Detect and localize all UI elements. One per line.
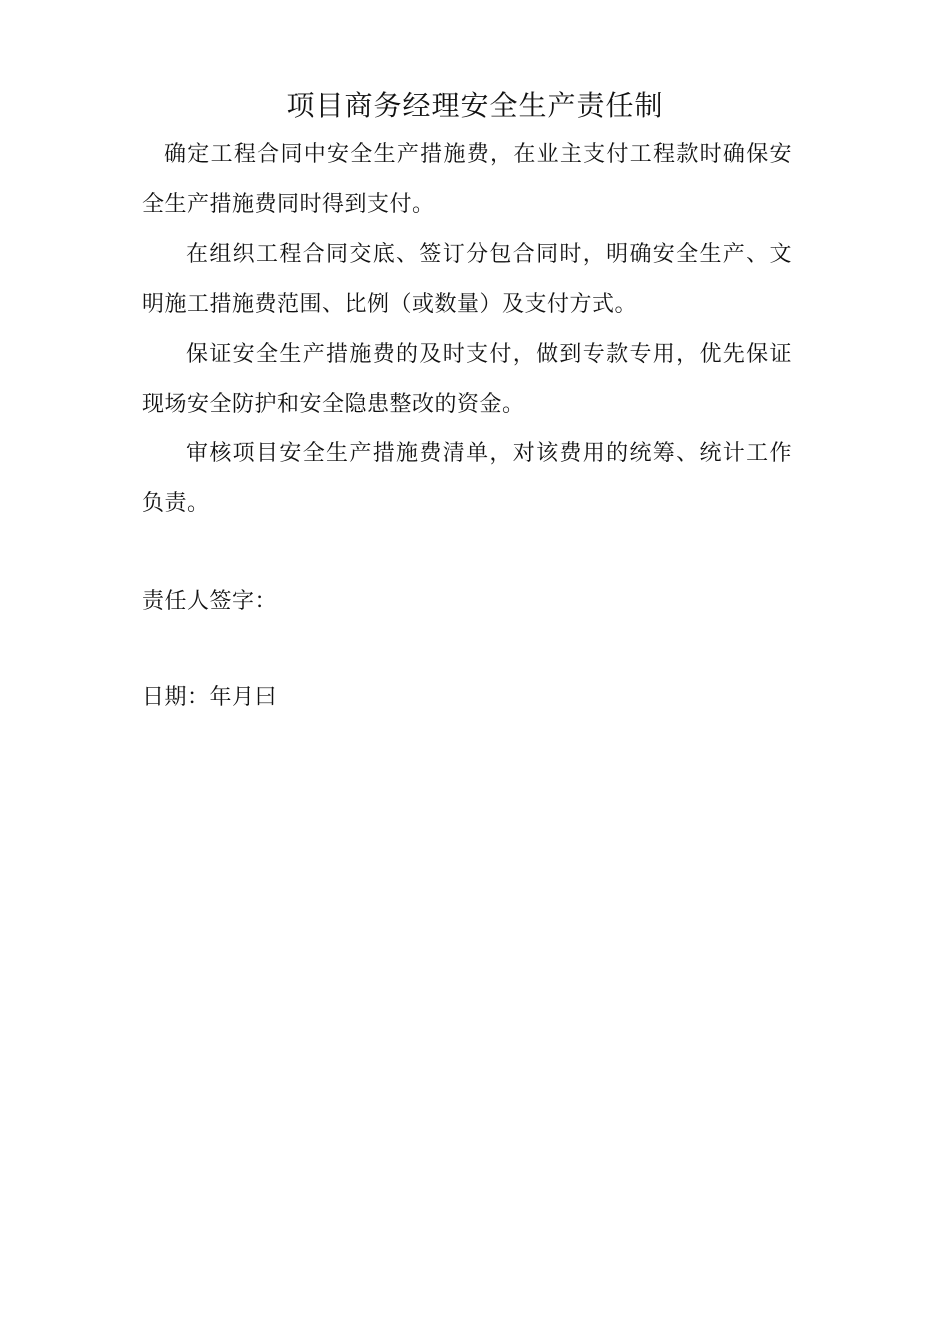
paragraph-2: 在组织工程合同交底、签订分包合同时，明确安全生产、文明施工措施费范围、比例（或数量）及支付方式。 bbox=[142, 242, 792, 317]
paragraph-3: 保证安全生产措施费的及时支付，做到专款专用，优先保证现场安全防护和安全隐患整改的资金。 bbox=[142, 342, 792, 417]
date-label: 日期：年月曰 bbox=[142, 685, 278, 710]
paragraph-1: 确定工程合同中安全生产措施费，在业主支付工程款时确保安全生产措施费同时得到支付。 bbox=[142, 142, 792, 217]
signature-label: 责任人签字： bbox=[142, 589, 278, 614]
paragraph-4: 审核项目安全生产措施费清单，对该费用的统筹、统计工作负责。 bbox=[142, 441, 792, 516]
document-title: 项目商务经理安全生产责任制 bbox=[286, 89, 664, 122]
